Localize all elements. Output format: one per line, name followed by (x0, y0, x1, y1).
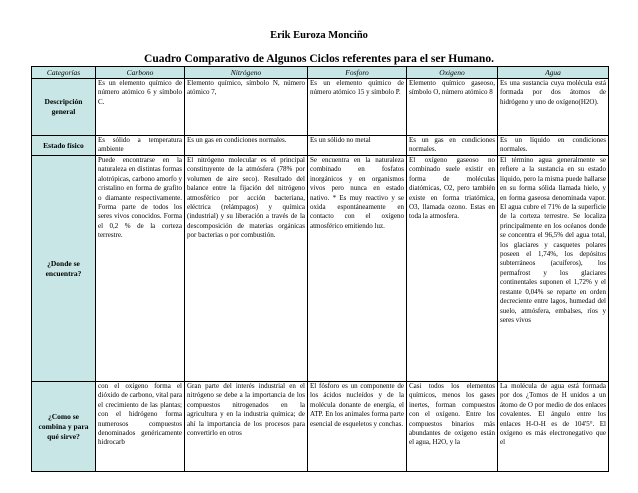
table-row (32, 136, 609, 156)
table-cell: Es sólido a temperatura ambiente (96, 136, 185, 156)
table-row (32, 79, 609, 136)
table-cell: Elemento químico, símbolo N, número atómico 7, (185, 79, 308, 136)
table-cell: El oxígeno gaseoso no combinado suele existir en forma de moléculas diatómicas, O2, pero también existe en forma triatómica, O3, llamada ozono. Estas en toda la atmosfera. (407, 156, 498, 382)
header-row (32, 67, 609, 79)
comparison-table (31, 66, 609, 472)
author-name: Erik Euroza Monciño (270, 30, 368, 41)
column-header-carbono: Carbono (96, 67, 185, 79)
table-cell: El nitrógeno molecular es el principal constituyente de la atmósfera (78% por volumen de aire seco). Resultado del balance entre la fijación del nitrógeno atmosférico por acción bacteriana, eléctrica (relámpagos) y química (industrial) y su liberación a través de la descomposición de materias orgánicas por bacterias o por combustión. (185, 156, 308, 382)
column-header-agua: Agua (498, 67, 609, 79)
table-cell: La molécula de agua está formada por dos ¿Tomos de H unidos a un átomo de O por medio de dos enlaces covalentes. El ángulo entre los enlaces H-O-H es de 104'5°. El oxígeno es más electronegativo que el (498, 382, 609, 472)
table-cell: Es un gas en condiciones normales. (407, 136, 498, 156)
row-label-como-se-combina: ¿Como se combina y para qué sirve? (32, 382, 96, 472)
table-cell: Es un elemento químico de número atómico 6 y símbolo C. (96, 79, 185, 136)
row-label-estado-fisico: Estado físico (32, 136, 96, 156)
table-cell: Elemento químico gaseoso, símbolo O, número atómico 8 (407, 79, 498, 136)
table-row (32, 156, 609, 382)
table-cell: Es un sólido no metal (308, 136, 407, 156)
table-cell: Es un gas en condiciones normales. (185, 136, 308, 156)
table-row (32, 382, 609, 472)
document-title: Cuadro Comparativo de Algunos Ciclos referentes para el ser Humano. (144, 53, 494, 65)
table-cell: con el oxígeno forma el dióxido de carbono, vital para el crecimiento de las plantas; con el hidrógeno forma numerosos compuestos denominados genéricamente hidrocarb (96, 382, 185, 472)
column-header-categories: Categorías (32, 67, 96, 79)
table-cell: Se encuentra en la naturaleza combinado en fosfatos inorgánicos y en organismos vivos pero nunca en estado nativo. * Es muy reactivo y se oxida espontáneamente en contacto con el oxígeno atmosférico emitiendo luz. (308, 156, 407, 382)
table-cell: El fósforo es un componente de los ácidos nucleídos y de la molécula donante de energía, el ATP. En los animales forma parte esencial de esqueletos y conchas. (308, 382, 407, 472)
column-header-oxigeno: Oxigeno (407, 67, 498, 79)
row-label-donde-se-encuentra: ¿Donde se encuentra? (32, 156, 96, 382)
table-cell: Es una sustancia cuya molécula está formada por dos átomos de hidrógeno y uno de oxígeno(H2O). (498, 79, 609, 136)
column-header-nitrogeno: Nitrógeno (185, 67, 308, 79)
table-cell: Puede encontrarse en la naturaleza en distintas formas alotrópicas, carbono amorfo y cristalino en forma de grafito o diamante respectivamente. Forma parte de todos los seres vivos conocidos. Forma el 0,2 % de la corteza terrestre. (96, 156, 185, 382)
table-cell: Gran parte del interés industrial en el nitrógeno se debe a la importancia de los compuestos nitrogenados en la agricultura y en la industria química; de ahí la importancia de los procesos para convertirlo en otros (185, 382, 308, 472)
table-cell: El término agua generalmente se refiere a la sustancia en su estado líquido, pero la misma puede hallarse en su forma sólida llamada hielo, y en forma gaseosa denominada vapor. El agua cubre el 71% de la superficie de la corteza terrestre. Se localiza principalmente en los océanos donde se concentra el 96,5% del agua total, los glaciares y casquetes polares poseen el 1,74%, los depósitos subterráneos (acuíferos), los permafrost y los glaciares continentales suponen el 1,72% y el restante 0,04% se reparte en orden decreciente entre lagos, humedad del suelo, atmósfera, embalses, ríos y seres vivos (498, 156, 609, 382)
table-cell: Es un líquido en condiciones normales. (498, 136, 609, 156)
table-cell: Es un elemento químico de número atómico 15 y símbolo P. (308, 79, 407, 136)
table-cell: Casi todos los elementos químicos, menos los gases inertes, forman compuestos con el oxígeno. Entre los compuestos binarios más abundantes de oxígeno están el agua, H2O, y la (407, 382, 498, 472)
row-label-descripcion: Descripción general (32, 79, 96, 136)
column-header-fosforo: Fosforo (308, 67, 407, 79)
